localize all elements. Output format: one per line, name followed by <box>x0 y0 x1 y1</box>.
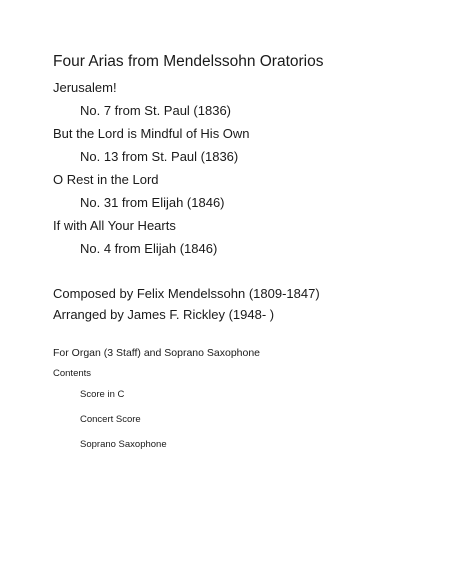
contents-item-concert-score: Concert Score <box>80 414 141 425</box>
contents-item-soprano-saxophone: Soprano Saxophone <box>80 439 167 450</box>
instrumentation: For Organ (3 Staff) and Soprano Saxophone <box>53 347 261 359</box>
aria-source-1: No. 7 from St. Paul (1836) <box>80 103 232 118</box>
aria-title-2: But the Lord is Mindful of His Own <box>53 126 250 141</box>
aria-source-2: No. 13 from St. Paul (1836) <box>80 149 239 164</box>
document-title: Four Arias from Mendelssohn Oratorios <box>53 53 324 70</box>
aria-source-3: No. 31 from Elijah (1846) <box>80 195 225 210</box>
aria-title-1: Jerusalem! <box>53 80 117 95</box>
contents-item-score-in-c: Score in C <box>80 389 125 400</box>
contents-heading: Contents <box>53 368 92 379</box>
aria-source-4: No. 4 from Elijah (1846) <box>80 241 218 256</box>
aria-title-3: O Rest in the Lord <box>53 172 159 187</box>
arranger-credit: Arranged by James F. Rickley (1948- ) <box>53 307 275 322</box>
composer-credit: Composed by Felix Mendelssohn (1809-1847) <box>53 286 320 301</box>
aria-title-4: If with All Your Hearts <box>53 218 176 233</box>
